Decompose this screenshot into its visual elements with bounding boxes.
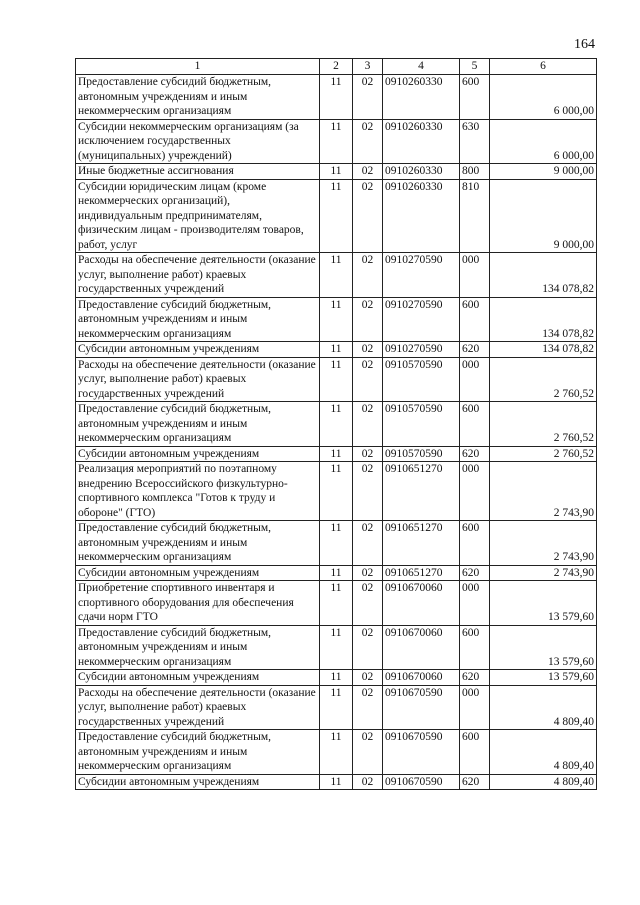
row-target-code: 0910570590 — [383, 357, 460, 402]
row-section: 11 — [320, 565, 353, 581]
table-row — [76, 521, 597, 566]
row-target-code: 0910651270 — [383, 565, 460, 581]
table-row — [76, 402, 597, 447]
row-subsection: 02 — [353, 565, 383, 581]
row-amount: 2 760,52 — [490, 402, 597, 447]
row-name: Иные бюджетные ассигнования — [76, 164, 320, 180]
row-subsection: 02 — [353, 342, 383, 358]
table-row — [76, 446, 597, 462]
row-subsection: 02 — [353, 357, 383, 402]
row-name: Субсидии автономным учреждениям — [76, 670, 320, 686]
row-expense-type: 600 — [460, 402, 490, 447]
col-header-5: 5 — [460, 59, 490, 75]
table-row — [76, 730, 597, 775]
row-target-code: 0910260330 — [383, 119, 460, 164]
row-amount: 4 809,40 — [490, 685, 597, 730]
table-row — [76, 625, 597, 670]
row-name: Расходы на обеспечение деятельности (оказание услуг, выполнение работ) краевых государственных учреждений — [76, 685, 320, 730]
page-number: 164 — [574, 37, 595, 52]
table-row — [76, 581, 597, 626]
row-expense-type: 620 — [460, 565, 490, 581]
row-amount: 2 760,52 — [490, 446, 597, 462]
row-expense-type: 000 — [460, 685, 490, 730]
row-amount: 9 000,00 — [490, 164, 597, 180]
row-section: 11 — [320, 670, 353, 686]
row-name: Предоставление субсидий бюджетным, автономным учреждениям и иным некоммерческим организациям — [76, 297, 320, 342]
table-row — [76, 357, 597, 402]
row-amount: 13 579,60 — [490, 581, 597, 626]
row-section: 11 — [320, 297, 353, 342]
row-amount: 6 000,00 — [490, 75, 597, 120]
table-row — [76, 164, 597, 180]
row-name: Субсидии автономным учреждениям — [76, 565, 320, 581]
table-body — [76, 75, 597, 790]
row-section: 11 — [320, 119, 353, 164]
row-subsection: 02 — [353, 670, 383, 686]
col-header-1: 1 — [76, 59, 320, 75]
table-row — [76, 565, 597, 581]
row-expense-type: 620 — [460, 670, 490, 686]
row-name: Предоставление субсидий бюджетным, автономным учреждениям и иным некоммерческим организациям — [76, 625, 320, 670]
table-row — [76, 685, 597, 730]
row-section: 11 — [320, 253, 353, 298]
row-expense-type: 000 — [460, 581, 490, 626]
row-subsection: 02 — [353, 119, 383, 164]
row-expense-type: 600 — [460, 75, 490, 120]
row-target-code: 0910651270 — [383, 462, 460, 521]
row-target-code: 0910570590 — [383, 446, 460, 462]
row-section: 11 — [320, 179, 353, 253]
row-amount: 13 579,60 — [490, 625, 597, 670]
col-header-6: 6 — [490, 59, 597, 75]
row-name: Приобретение спортивного инвентаря и спортивного оборудования для обеспечения сдачи норм ГТО — [76, 581, 320, 626]
row-amount: 2 743,90 — [490, 565, 597, 581]
table-row — [76, 774, 597, 790]
row-subsection: 02 — [353, 446, 383, 462]
row-target-code: 0910260330 — [383, 179, 460, 253]
col-header-4: 4 — [383, 59, 460, 75]
row-amount: 134 078,82 — [490, 253, 597, 298]
budget-table — [75, 58, 597, 790]
row-expense-type: 000 — [460, 357, 490, 402]
row-target-code: 0910270590 — [383, 297, 460, 342]
row-target-code: 0910670590 — [383, 774, 460, 790]
table-row — [76, 253, 597, 298]
row-subsection: 02 — [353, 730, 383, 775]
row-section: 11 — [320, 625, 353, 670]
row-target-code: 0910670060 — [383, 670, 460, 686]
row-target-code: 0910270590 — [383, 253, 460, 298]
col-header-3: 3 — [353, 59, 383, 75]
col-header-2: 2 — [320, 59, 353, 75]
table-row — [76, 342, 597, 358]
row-subsection: 02 — [353, 179, 383, 253]
row-amount: 4 809,40 — [490, 774, 597, 790]
row-amount: 2 760,52 — [490, 357, 597, 402]
row-name: Предоставление субсидий бюджетным, автономным учреждениям и иным некоммерческим организациям — [76, 402, 320, 447]
row-subsection: 02 — [353, 164, 383, 180]
row-name: Расходы на обеспечение деятельности (оказание услуг, выполнение работ) краевых государственных учреждений — [76, 357, 320, 402]
row-name: Субсидии автономным учреждениям — [76, 342, 320, 358]
row-subsection: 02 — [353, 253, 383, 298]
row-name: Субсидии некоммерческим организациям (за исключением государственных (муниципальных) учреждений) — [76, 119, 320, 164]
row-amount: 2 743,90 — [490, 462, 597, 521]
table-row — [76, 119, 597, 164]
row-name: Субсидии автономным учреждениям — [76, 774, 320, 790]
row-section: 11 — [320, 462, 353, 521]
row-expense-type: 000 — [460, 462, 490, 521]
row-amount: 134 078,82 — [490, 297, 597, 342]
row-subsection: 02 — [353, 774, 383, 790]
row-amount: 4 809,40 — [490, 730, 597, 775]
row-subsection: 02 — [353, 75, 383, 120]
row-target-code: 0910670590 — [383, 685, 460, 730]
row-target-code: 0910670060 — [383, 625, 460, 670]
row-expense-type: 620 — [460, 774, 490, 790]
row-expense-type: 800 — [460, 164, 490, 180]
row-subsection: 02 — [353, 402, 383, 447]
row-subsection: 02 — [353, 462, 383, 521]
row-subsection: 02 — [353, 685, 383, 730]
row-name: Предоставление субсидий бюджетным, автономным учреждениям и иным некоммерческим организациям — [76, 730, 320, 775]
row-amount: 2 743,90 — [490, 521, 597, 566]
row-name: Расходы на обеспечение деятельности (оказание услуг, выполнение работ) краевых государственных учреждений — [76, 253, 320, 298]
row-expense-type: 810 — [460, 179, 490, 253]
row-target-code: 0910570590 — [383, 402, 460, 447]
row-target-code: 0910260330 — [383, 164, 460, 180]
row-name: Субсидии юридическим лицам (кроме некоммерческих организаций), индивидуальным предпринимателям, физическим лицам - производителям товаров, работ, услуг — [76, 179, 320, 253]
row-section: 11 — [320, 402, 353, 447]
row-section: 11 — [320, 685, 353, 730]
table-header-row — [76, 59, 597, 75]
row-section: 11 — [320, 521, 353, 566]
row-expense-type: 600 — [460, 521, 490, 566]
row-name: Субсидии автономным учреждениям — [76, 446, 320, 462]
table-row — [76, 179, 597, 253]
row-name: Предоставление субсидий бюджетным, автономным учреждениям и иным некоммерческим организациям — [76, 75, 320, 120]
row-subsection: 02 — [353, 521, 383, 566]
row-target-code: 0910670590 — [383, 730, 460, 775]
row-target-code: 0910651270 — [383, 521, 460, 566]
row-target-code: 0910260330 — [383, 75, 460, 120]
row-expense-type: 620 — [460, 342, 490, 358]
row-subsection: 02 — [353, 297, 383, 342]
row-section: 11 — [320, 357, 353, 402]
row-expense-type: 600 — [460, 297, 490, 342]
table-row — [76, 75, 597, 120]
row-target-code: 0910270590 — [383, 342, 460, 358]
row-section: 11 — [320, 581, 353, 626]
row-expense-type: 620 — [460, 446, 490, 462]
row-subsection: 02 — [353, 581, 383, 626]
table-row — [76, 297, 597, 342]
row-amount: 6 000,00 — [490, 119, 597, 164]
row-target-code: 0910670060 — [383, 581, 460, 626]
row-expense-type: 600 — [460, 730, 490, 775]
row-section: 11 — [320, 730, 353, 775]
row-name: Реализация мероприятий по поэтапному внедрению Всероссийского физкультурно-спортивного комплекса "Готов к труду и обороне" (ГТО) — [76, 462, 320, 521]
table-row — [76, 670, 597, 686]
row-section: 11 — [320, 342, 353, 358]
row-section: 11 — [320, 75, 353, 120]
table-row — [76, 462, 597, 521]
row-name: Предоставление субсидий бюджетным, автономным учреждениям и иным некоммерческим организациям — [76, 521, 320, 566]
row-section: 11 — [320, 446, 353, 462]
row-amount: 13 579,60 — [490, 670, 597, 686]
row-expense-type: 630 — [460, 119, 490, 164]
row-section: 11 — [320, 164, 353, 180]
row-expense-type: 600 — [460, 625, 490, 670]
row-expense-type: 000 — [460, 253, 490, 298]
row-subsection: 02 — [353, 625, 383, 670]
row-amount: 134 078,82 — [490, 342, 597, 358]
row-section: 11 — [320, 774, 353, 790]
row-amount: 9 000,00 — [490, 179, 597, 253]
